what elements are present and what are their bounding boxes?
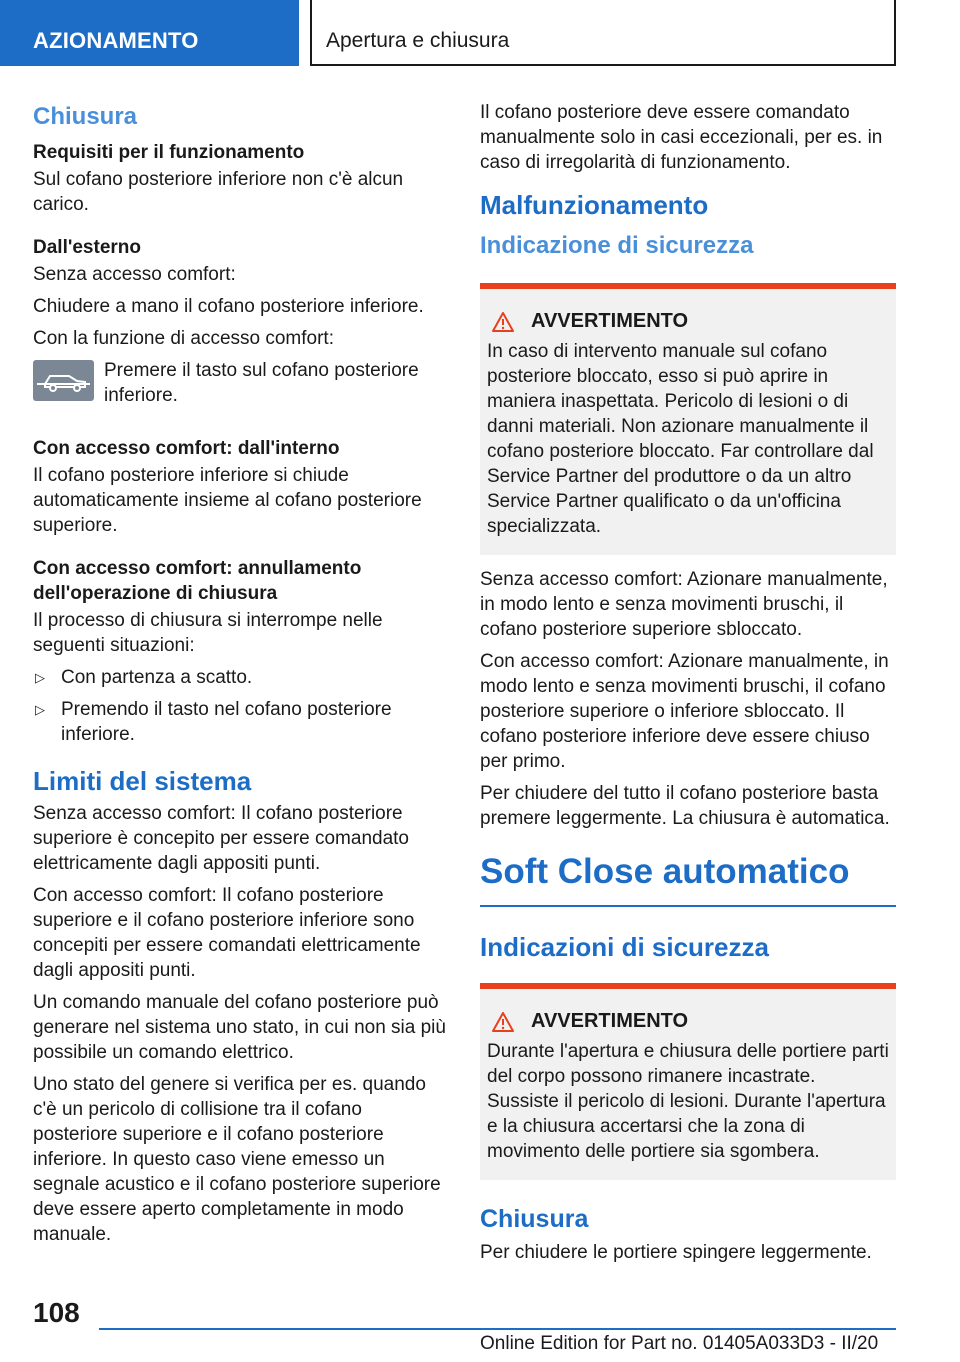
heading-chiusura-portiere: Chiusura xyxy=(480,1205,589,1233)
icon-instruction-text: Premere il tasto sul cofano posteriore inferiore. xyxy=(104,360,419,406)
paragraph-limiti-1: Senza accesso comfort: Il cofano posteriore superiore è concepito per essere comandato elettricamente dagli appositi punti. xyxy=(33,803,410,874)
heading-requisiti: Requisiti per il funzionamento xyxy=(33,142,305,163)
heading-indicazione: Indicazione di sicurezza xyxy=(480,232,754,259)
warning-text: Durante l'apertura e chiusura delle portiere parti del corpo possono rimanere incastrate. Sussiste il pericolo di lesioni. Durante l'apertura e la chiusura accertarsi che la zona di movimento delle portiere sia sgombera. xyxy=(487,1041,889,1162)
heading-esterno: Dall'esterno xyxy=(33,237,141,258)
section-title: Apertura e chiusura xyxy=(326,29,510,52)
warning-box-tailgate xyxy=(480,283,896,555)
heading-limiti: Limiti del sistema xyxy=(33,766,252,796)
tailgate-button-icon xyxy=(33,360,94,401)
paragraph-chiusura-portiere: Per chiudere le portiere spingere leggermente. xyxy=(480,1242,872,1263)
footer-rule xyxy=(99,1328,896,1330)
paragraph-con-funzione: Con la funzione di accesso comfort: xyxy=(33,328,334,349)
paragraph-chiudere-tutto: Per chiudere del tutto il cofano posteriore basta premere leggermente. La chiusura è automatica. xyxy=(480,783,890,829)
page-number: 108 xyxy=(33,1297,80,1328)
paragraph-senza: Senza accesso comfort: xyxy=(33,264,236,285)
left-column xyxy=(33,100,451,1254)
tailgate-button-instruction xyxy=(33,358,451,408)
paragraph-limiti-3: Un comando manuale del cofano posteriore può generare nel sistema uno stato, in cui non sia più possibile un comando elettrico. xyxy=(33,992,446,1063)
heading-chiusura: Chiusura xyxy=(33,103,138,130)
paragraph-con-comfort: Con accesso comfort: Azionare manualmente, in modo lento e senza movimenti bruschi, il cofano posteriore superiore o inferiore sbloccato. Il cofano posteriore inferiore deve essere chiuso per primo. xyxy=(480,651,889,772)
warning-title: AVVERTIMENTO xyxy=(531,1010,689,1032)
warning-title: AVVERTIMENTO xyxy=(531,310,689,332)
heading-annullamento: Con accesso comfort: annullamento dell'operazione di chiusura xyxy=(33,558,362,604)
chapter-tab: AZIONAMENTO xyxy=(0,0,299,66)
edition-note: Online Edition for Part no. 01405A033D3 - II/20 xyxy=(480,1333,879,1354)
right-column xyxy=(480,100,896,1272)
paragraph-limiti-2: Con accesso comfort: Il cofano posteriore superiore e il cofano posteriore inferiore sono concepiti per essere comandati elettricamente dagli appositi punti. xyxy=(33,885,421,981)
warning-text: In caso di intervento manuale sul cofano posteriore bloccato, esso si può aprire in maniera inaspettata. Pericolo di lesioni o di danni materiali. Non azionare manualmente il cofano posteriore bloccato. Far controllare dal Service Partner del produttore o da un altro Service Partner qualificato o da un'officina specializzata. xyxy=(487,341,874,537)
paragraph-interno: Il cofano posteriore inferiore si chiude automaticamente insieme al cofano posteriore superiore. xyxy=(33,465,422,536)
warning-triangle-icon xyxy=(492,1012,514,1032)
heading-soft-close: Soft Close automatico xyxy=(480,849,896,907)
warning-triangle-icon xyxy=(492,312,514,332)
paragraph-annullamento: Il processo di chiusura si interrompe nelle seguenti situazioni: xyxy=(33,610,383,656)
paragraph-limiti-4: Uno stato del genere si verifica per es. quando c'è un pericolo di collisione tra il cofano posteriore superiore e il cofano posteriore inferiore. In questo caso viene emesso un segnale acustico e il cofano posteriore superiore deve essere aperto completamente in modo manuale. xyxy=(33,1074,441,1245)
paragraph-intro: Il cofano posteriore deve essere comandato manualmente solo in casi eccezionali, per es. in caso di irregolarità di funzionamento. xyxy=(480,102,883,173)
paragraph-requisiti: Sul cofano posteriore inferiore non c'è alcun carico. xyxy=(33,169,404,215)
interruption-list xyxy=(33,665,451,747)
heading-malfunzionamento: Malfunzionamento xyxy=(480,190,709,220)
list-item: ▷ Premendo il tasto nel cofano posteriore inferiore. xyxy=(35,699,392,745)
heading-indicazioni: Indicazioni di sicurezza xyxy=(480,932,769,962)
paragraph-chiudere: Chiudere a mano il cofano posteriore inferiore. xyxy=(33,296,424,317)
warning-box-doors xyxy=(480,983,896,1180)
heading-interno: Con accesso comfort: dall'interno xyxy=(33,438,340,459)
list-item: ▷ Con partenza a scatto. xyxy=(35,667,253,688)
triangle-bullet-icon: ▷ xyxy=(35,702,45,717)
paragraph-senza-comfort: Senza accesso comfort: Azionare manualmente, in modo lento e senza movimenti bruschi, il cofano posteriore superiore sbloccato. xyxy=(480,569,888,640)
triangle-bullet-icon: ▷ xyxy=(35,670,45,685)
warning-header xyxy=(487,309,889,334)
warning-header xyxy=(487,1009,889,1034)
